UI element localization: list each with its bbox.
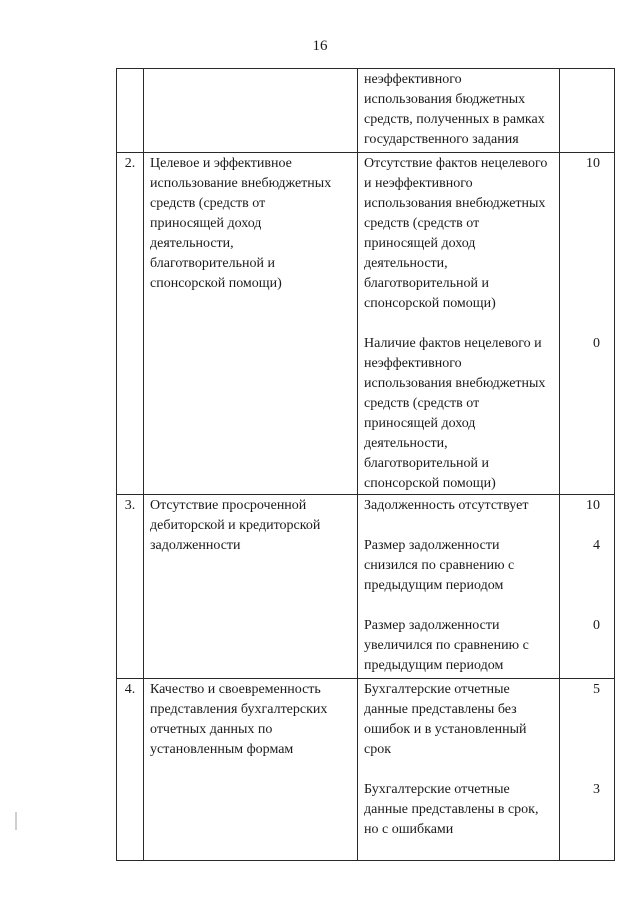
criterion-line: задолженности xyxy=(150,538,241,553)
indicator-line: средств (средств от xyxy=(364,396,480,411)
indicator-cell xyxy=(358,495,560,679)
indicator-cell xyxy=(358,69,560,153)
indicator-line: ошибок и в установленный xyxy=(364,722,527,737)
indicator-line: данные представлены в срок, xyxy=(364,802,539,817)
indicator-cell xyxy=(358,679,560,861)
page-number: 16 xyxy=(312,38,328,54)
points-value: 5 xyxy=(593,682,600,697)
indicator-line: и неэффективного xyxy=(364,176,473,191)
indicator-line: деятельности, xyxy=(364,256,448,271)
indicator-line: государственного задания xyxy=(364,132,519,147)
criteria-table xyxy=(116,68,615,861)
scan-margin-mark xyxy=(15,812,17,830)
criterion-line: установленным формам xyxy=(150,742,294,757)
indicator-line: предыдущим периодом xyxy=(364,658,504,673)
indicator-line: спонсорской помощи) xyxy=(364,296,496,311)
indicator-line: Размер задолженности xyxy=(364,618,500,633)
row-number-cell xyxy=(117,69,144,153)
indicator-line: Бухгалтерские отчетные xyxy=(364,782,510,797)
criterion-line: Целевое и эффективное xyxy=(150,156,292,171)
indicator-line: деятельности, xyxy=(364,436,448,451)
criterion-line: представления бухгалтерских xyxy=(150,702,328,717)
points-cell xyxy=(560,153,615,495)
indicator-cell xyxy=(358,153,560,495)
indicator-line: Размер задолженности xyxy=(364,538,500,553)
points-value: 4 xyxy=(593,538,600,553)
criterion-line: средств (средств от xyxy=(150,196,266,211)
points-cell xyxy=(560,679,615,861)
criterion-cell xyxy=(144,69,358,153)
points-value: 0 xyxy=(593,336,600,351)
indicator-line: приносящей доход xyxy=(364,416,476,431)
points-cell xyxy=(560,495,615,679)
indicator-block xyxy=(364,70,557,150)
indicator-line: использования внебюджетных xyxy=(364,196,546,211)
criterion-cell xyxy=(144,495,358,679)
indicator-line: Бухгалтерские отчетные xyxy=(364,682,510,697)
criterion-line: приносящей доход xyxy=(150,216,262,231)
criterion-cell xyxy=(144,679,358,861)
criterion-line: дебиторской и кредиторской xyxy=(150,518,321,533)
criterion-line: Качество и своевременность xyxy=(150,682,321,697)
indicator-line: приносящей доход xyxy=(364,236,476,251)
criterion-line: благотворительной и xyxy=(150,256,275,271)
indicator-line: Задолженность отсутствует xyxy=(364,498,529,513)
indicator-line: неэффективного xyxy=(364,356,462,371)
criterion-cell xyxy=(144,153,358,495)
indicator-line: данные представлены без xyxy=(364,702,517,717)
points-value: 0 xyxy=(593,618,600,633)
row-number-cell: 4. xyxy=(117,679,144,861)
points-cell xyxy=(560,69,615,153)
criterion-line: спонсорской помощи) xyxy=(150,276,282,291)
indicator-block xyxy=(364,154,557,314)
indicator-block xyxy=(364,334,557,494)
indicator-line: средств (средств от xyxy=(364,216,480,231)
criterion-line: отчетных данных по xyxy=(150,722,273,737)
indicator-line: средств, полученных в рамках xyxy=(364,112,545,127)
indicator-line: срок xyxy=(364,742,392,757)
indicator-line: снизился по сравнению с xyxy=(364,558,515,573)
indicator-line: предыдущим периодом xyxy=(364,578,504,593)
table-row xyxy=(117,495,615,679)
points-value: 10 xyxy=(586,156,600,171)
indicator-line: благотворительной и xyxy=(364,276,489,291)
indicator-line: Отсутствие фактов нецелевого xyxy=(364,156,548,171)
indicator-line: использования внебюджетных xyxy=(364,376,546,391)
criterion-line: деятельности, xyxy=(150,236,234,251)
table-row xyxy=(117,69,615,153)
points-value: 10 xyxy=(586,498,600,513)
points-value: 3 xyxy=(593,782,600,797)
row-number-cell: 3. xyxy=(117,495,144,679)
indicator-block xyxy=(364,680,557,760)
indicator-line: но с ошибками xyxy=(364,822,454,837)
indicator-line: Наличие фактов нецелевого и xyxy=(364,336,542,351)
table-row xyxy=(117,153,615,495)
indicator-line: увеличился по сравнению с xyxy=(364,638,529,653)
indicator-block xyxy=(364,780,557,840)
indicator-line: благотворительной и xyxy=(364,456,489,471)
indicator-block xyxy=(364,616,557,676)
indicator-block xyxy=(364,496,557,516)
row-number-cell: 2. xyxy=(117,153,144,495)
indicator-block xyxy=(364,536,557,596)
criterion-line: использование внебюджетных xyxy=(150,176,332,191)
indicator-line: спонсорской помощи) xyxy=(364,476,496,491)
indicator-line: использования бюджетных xyxy=(364,92,526,107)
table-row xyxy=(117,679,615,861)
criterion-line: Отсутствие просроченной xyxy=(150,498,307,513)
indicator-line: неэффективного xyxy=(364,72,462,87)
